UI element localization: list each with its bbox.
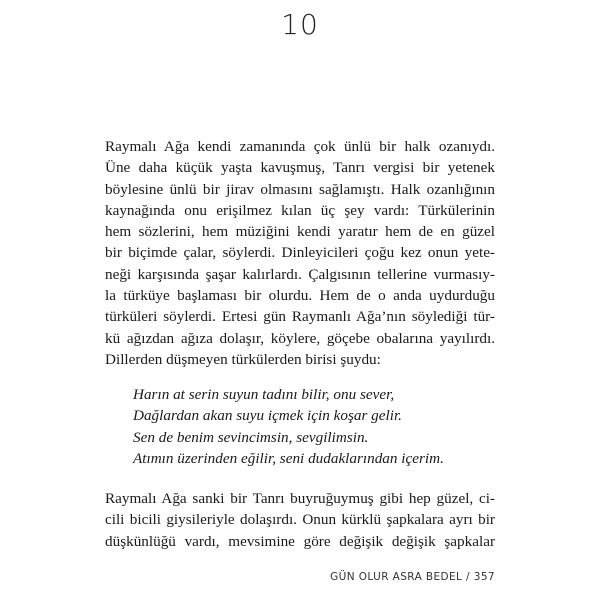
- paragraph-1: [105, 136, 495, 370]
- page-footer: [330, 571, 495, 583]
- text-line: hem sözlerini, hem müziğini kendi yaratır hem de en güzel: [105, 223, 495, 241]
- poem-verse: Sen de benim sevincimsin, sevgilimsin.: [133, 428, 369, 446]
- text-line: düşkünlüğü vardı, mevsimine göre değişik değişik şapkalar: [105, 532, 495, 550]
- text-line: neği karşısında şaşar kalırlardı. Çalgısının tellerine vurmasıy-: [105, 265, 495, 283]
- page-number: 357: [473, 571, 495, 583]
- text-line: bir biçimde çalar, söylerdi. Dinleyicileri çoğu kez onun yete-: [105, 244, 495, 262]
- text-line: Raymalı Ağa kendi zamanında çok ünlü bir halk ozanıydı.: [105, 138, 495, 155]
- text-line: cili bicili giysileriyle dolaşırdı. Onun kürklü şapkalara ayrı bir: [105, 511, 495, 529]
- text-line: Raymalı Ağa sanki bir Tanrı buyruğuymuş gibi hep güzel, ci-: [105, 490, 495, 507]
- text-line: kü ağızdan ağıza dolaşır, köylere, göçebe obalarına yayılırdı.: [105, 329, 495, 347]
- poem-block: [133, 384, 493, 469]
- paragraph-2: [105, 488, 495, 552]
- chapter-number: 10: [281, 8, 319, 41]
- running-title: GÜN OLUR ASRA BEDEL: [330, 571, 463, 583]
- poem-verse: Dağlardan akan suyu içmek için koşar gelir.: [133, 407, 402, 425]
- text-line: kaynağında onu erişilmez kılan üç şey vardı: Türkülerinin: [105, 201, 495, 219]
- text-line: Üne daha küçük yaşta kavuşmuş, Tanrı vergisi bir yetenek: [105, 159, 495, 177]
- poem-verse: Atımın üzerinden eğilir, seni dudaklarından içerim.: [133, 449, 444, 467]
- text-line: türküleri söylerdi. Ertesi gün Raymanlı Ağa’nın söylediği tür-: [105, 308, 495, 326]
- poem-verse: Harın at serin suyun tadını bilir, onu sever,: [133, 386, 395, 403]
- footer-separator: /: [466, 571, 470, 583]
- text-line: la türküye başlaması bir olurdu. Hem de o anda uydurduğu: [105, 287, 495, 305]
- text-line: böylesine ünlü bir jirav olmasını sağlamıştı. Halk ozanlığının: [105, 180, 495, 198]
- text-line: Dillerden düşmeyen türkülerden birisi şuydu:: [105, 350, 381, 368]
